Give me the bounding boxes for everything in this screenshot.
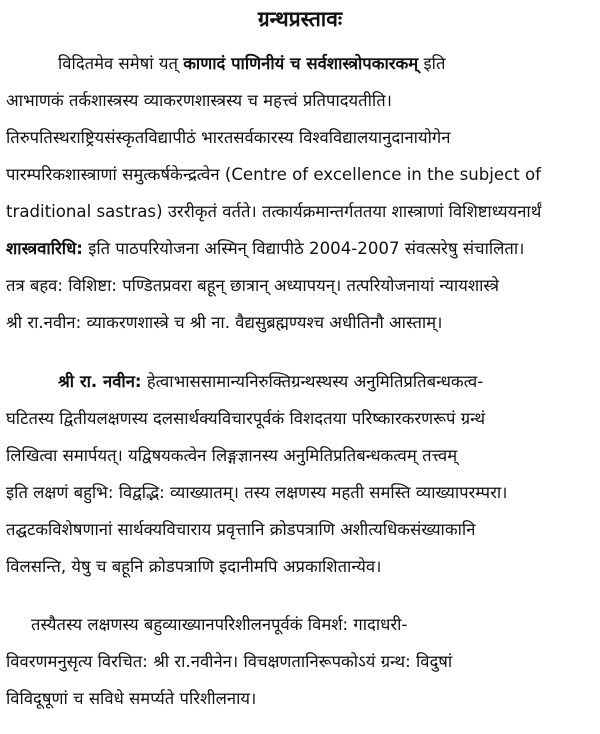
paragraph-3-line-1: तस्यैतस्य लक्षणस्य बहुव्याख्यानपरिशीलनपूर्वकं विमर्श: गादाधरी- [31, 615, 408, 634]
document-title: ग्रन्थप्रस्तावः [257, 7, 343, 31]
paragraph-1-line-2: आभाणकं तर्कशास्त्रस्य व्याकरणशास्त्रस्य च महत्त्वं प्रतिपादयतीति। [6, 91, 392, 110]
paragraph-3-line-3: विविदूषूणां च सविधे समर्प्यते परिशीलनाय। [6, 689, 257, 708]
paragraph-1-line-5: traditional sastras) उररीकृतं वर्तते। तत्कार्यक्रमान्तर्गततया शास्त्राणां विशिष्टाध्ययनार्थं [6, 202, 542, 221]
paragraph-2-line-5: तद्घटकविशेषणानां सार्थक्यविचाराय प्रवृत्तानि क्रोडपत्राणि अशीत्यधिकसंख्याकानि [6, 520, 476, 539]
paragraph-2-line-4: इति लक्षणं बहुभि: विद्वद्भि: व्याख्यातम्। तस्य लक्षणस्य महती समस्ति व्याख्यापरम्परा। [6, 483, 508, 502]
paragraph-1-line-6: शास्त्रवारिधि: इति पाठपरियोजना अस्मिन् विद्यापीठे 2004-2007 संवत्सरेषु संचालिता। [6, 239, 525, 258]
paragraph-1-line-3: तिरुपतिस्थराष्ट्रियसंस्कृतविद्यापीठं भारतसर्वकारस्य विश्वविद्यालयानुदानायोगेन [6, 128, 451, 147]
paragraph-1-line-1: विदितमेव समेषां यत् काणादं पाणिनीयं च सर्वशास्त्रोपकारकम् इति [58, 54, 446, 73]
paragraph-1-line-7: तत्र बहव: विशिष्टा: पण्डितप्रवरा बहून् छात्रान् अध्यापयन्। तत्परियोजनायां न्यायशास्त्रे [6, 276, 500, 295]
paragraph-1-line-4: पारम्परिकशास्त्राणां समुत्कर्षकेन्द्रत्वेन (Centre of excellence in the subject of [6, 165, 542, 184]
paragraph-2-line-6: विलसन्ति, येषु च बहूनि क्रोडपत्राणि इदानीमपि अप्रकाशितान्येव। [6, 557, 382, 576]
paragraph-2-line-3: लिखित्वा समार्पयत्। यद्विषयकत्वेन लिङ्गज्ञानस्य अनुमितिप्रतिबन्धकत्वम् तत्त्वम् [6, 446, 458, 465]
paragraph-3-line-2: विवरणमनुसृत्य विरचित: श्री रा.नवीनेन। विचक्षणतानिरूपकोऽयं ग्रन्थ: विदुषां [6, 652, 453, 671]
paragraph-2-line-2: घटितस्य द्वितीयलक्षणस्य दलसार्थक्यविचारपूर्वकं विशदतया परिष्कारकरणरूपं ग्रन्थं [6, 409, 486, 428]
paragraph-2-line-1: श्री रा. नवीन: हेत्वाभाससामान्यनिरुक्तिग्रन्थस्थस्य अनुमितिप्रतिबन्धकत्व- [58, 372, 484, 391]
paragraph-1-line-8: श्री रा.नवीन: व्याकरणशास्त्रे च श्री ना. वैद्यसुब्रह्मण्यश्च अधीतिनौ आस्ताम्। [6, 313, 443, 332]
